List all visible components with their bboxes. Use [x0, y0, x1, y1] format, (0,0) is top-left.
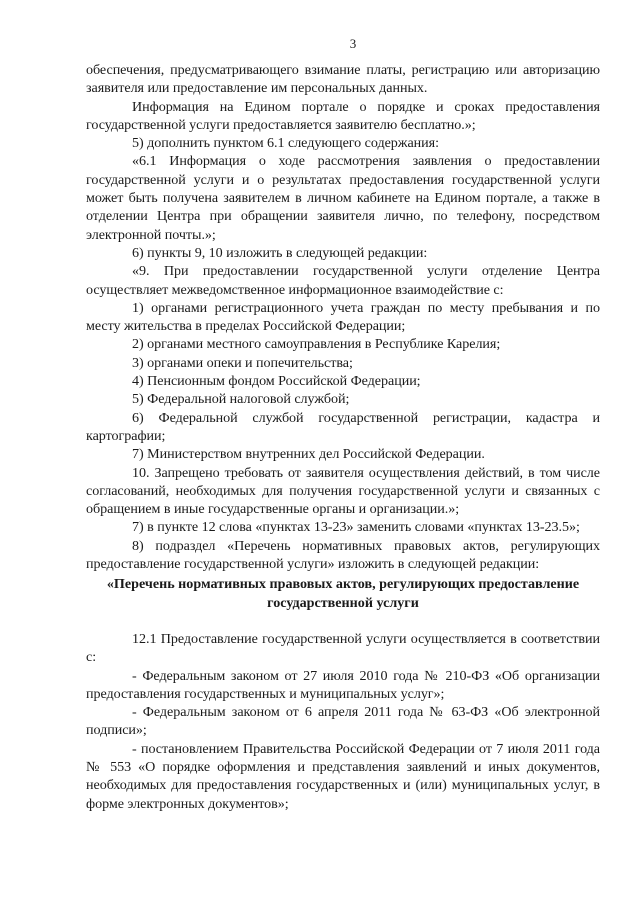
paragraph: 7) Министерством внутренних дел Российской Федерации.	[132, 446, 485, 463]
paragraph: «6.1 Информация о ходе рассмотрения заявления о предоставлении государственной услуги и о результатах предоставления государственной услуги может быть получена заявителем в личном кабинете на Едином портале, а также в отделении Центра при обращении заявителя лично, по телефону, посредством электронной почты.»;	[86, 153, 600, 243]
paragraph: 5) Федеральной налоговой службой;	[132, 391, 350, 408]
paragraph: 8) подраздел «Перечень нормативных правовых актов, регулирующих предоставление государственной услуги» изложить в следующей редакции:	[86, 537, 600, 573]
paragraph: 1) органами регистрационного учета граждан по месту пребывания и по месту жительства в пределах Российской Федерации;	[86, 299, 600, 335]
paragraph: 12.1 Предоставление государственной услуги осуществляется в соответствии с:	[86, 630, 600, 666]
paragraph: обеспечения, предусматривающего взимание платы, регистрацию или авторизацию заявителя или предоставление им персональных данных.	[86, 62, 600, 97]
paragraph: Информация на Едином портале о порядке и сроках предоставления государственной услуги предоставляется заявителю бесплатно.»;	[86, 98, 600, 133]
paragraph: - Федеральным законом от 6 апреля 2011 года № 63-ФЗ «Об электронной подписи»;	[86, 704, 600, 739]
paragraph: 10. Запрещено требовать от заявителя осуществления действий, в том числе согласований, необходимых для получения государственной услуги и связанных с обращением в иные государственные органы и организации.»;	[86, 464, 600, 518]
paragraph: 6) пункты 9, 10 изложить в следующей редакции:	[132, 244, 428, 261]
section-title: «Перечень нормативных правовых актов, регулирующих предоставление государственной услуги	[106, 576, 580, 611]
paragraph: «9. При предоставлении государственной услуги отделение Центра осуществляет межведомственное информационное взаимодействие с:	[86, 263, 600, 298]
paragraph: 3) органами опеки и попечительства;	[132, 354, 353, 371]
paragraph: - постановлением Правительства Российской Федерации от 7 июля 2011 года № 553 «О порядке оформления и представления заявлений и иных документов, необходимых для предоставления государственных и (или) муниципальных услуг, в форме электронных документов»;	[86, 740, 600, 812]
paragraph: - Федеральным законом от 27 июля 2010 года № 210-ФЗ «Об организации предоставления государственных и муниципальных услуг»;	[86, 667, 600, 702]
paragraph: 2) органами местного самоуправления в Республике Карелия;	[132, 336, 501, 353]
document-body-part-2	[86, 630, 600, 813]
paragraph: 7) в пункте 12 слова «пунктах 13-23» заменить словами «пунктах 13-23.5»;	[132, 519, 580, 536]
paragraph: 4) Пенсионным фондом Российской Федерации;	[132, 373, 421, 390]
document-body-part-1	[86, 61, 600, 573]
paragraph: 6) Федеральной службой государственной регистрации, кадастра и картографии;	[86, 409, 600, 444]
paragraph: 5) дополнить пунктом 6.1 следующего содержания:	[132, 135, 439, 152]
page-number: 3	[349, 36, 357, 51]
